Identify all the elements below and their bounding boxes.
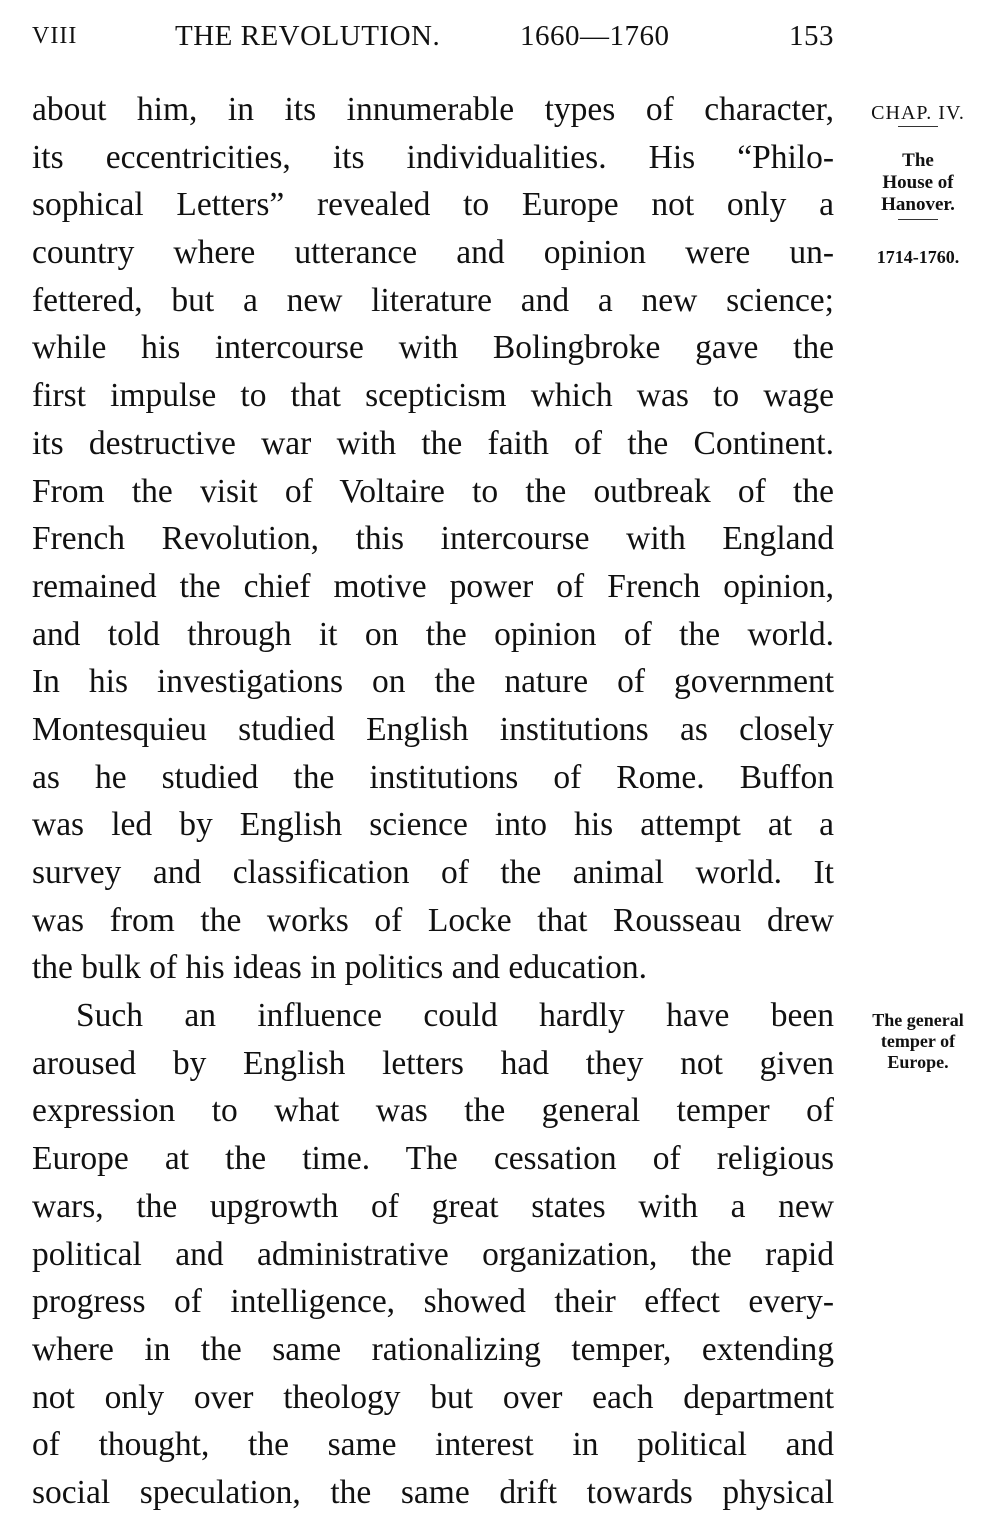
text-line: survey and classification of the animal world. It	[32, 854, 834, 891]
text-line: sophical Letters” revealed to Europe not only a	[32, 186, 834, 224]
margin-section-line: The	[902, 150, 934, 171]
text-line: Montesquieu studied English institutions as closely	[32, 710, 834, 748]
text-line: political and administrative organization, the rapid	[32, 1235, 834, 1273]
text-line: the bulk of his ideas in politics and education.	[32, 949, 647, 987]
page-number: 153	[789, 20, 834, 52]
body-text	[32, 86, 834, 1517]
margin-section-line: House of	[882, 172, 954, 193]
text-line: of thought, the same interest in political and	[32, 1426, 834, 1464]
text-line: its eccentricities, its individualities. His “Philo-	[32, 138, 834, 176]
margin-note-section	[848, 150, 988, 220]
margin-rule	[898, 219, 938, 220]
text-line: Such an influence could hardly have been	[76, 997, 834, 1035]
text-line: remained the chief motive power of French opinion,	[32, 567, 834, 605]
running-head-years: 1660—1760	[520, 20, 670, 52]
margin-note-years: 1714-1760.	[876, 247, 960, 267]
margin-topic-line: Europe.	[887, 1052, 949, 1072]
text-line: social speculation, the same drift towards physical	[32, 1473, 834, 1511]
margin-note-chapter	[848, 102, 988, 127]
margin-chapter-label: CHAP. IV.	[871, 102, 965, 124]
margin-topic-line: The general	[872, 1010, 964, 1030]
text-line: as he studied the institutions of Rome. Buffon	[32, 758, 834, 796]
text-line: country where utterance and opinion were un-	[32, 234, 834, 272]
text-line: aroused by English letters had they not given	[32, 1044, 834, 1082]
text-line: not only over theology but over each department	[32, 1378, 834, 1416]
text-line: progress of intelligence, showed their effect every-	[32, 1283, 834, 1321]
text-line: French Revolution, this intercourse with England	[32, 520, 834, 558]
running-head-chapter: VIII	[32, 23, 78, 49]
text-line: and told through it on the opinion of the world.	[32, 615, 834, 653]
margin-note-topic	[848, 1010, 988, 1073]
text-line: where in the same rationalizing temper, extending	[32, 1330, 834, 1368]
text-line: while his intercourse with Bolingbroke gave the	[32, 329, 834, 367]
margin-rule	[898, 126, 938, 127]
text-line: wars, the upgrowth of great states with a new	[32, 1187, 834, 1225]
text-line: its destructive war with the faith of the Continent.	[32, 424, 834, 462]
text-line: From the visit of Voltaire to the outbreak of the	[32, 472, 834, 510]
text-line: Europe at the time. The cessation of religious	[32, 1140, 834, 1178]
text-line: In his investigations on the nature of government	[32, 663, 834, 701]
text-line: was led by English science into his attempt at a	[32, 806, 834, 844]
text-line: about him, in its innumerable types of character,	[32, 91, 834, 128]
text-line: first impulse to that scepticism which was to wage	[32, 377, 834, 415]
margin-section-line: Hanover.	[881, 194, 955, 215]
margin-topic-line: temper of	[880, 1031, 956, 1051]
text-line: was from the works of Locke that Rousseau drew	[32, 901, 834, 939]
text-line: expression to what was the general temper of	[32, 1092, 834, 1130]
running-head	[32, 18, 834, 54]
text-line: fettered, but a new literature and a new science;	[32, 281, 834, 319]
running-head-title: THE REVOLUTION.	[175, 20, 441, 52]
